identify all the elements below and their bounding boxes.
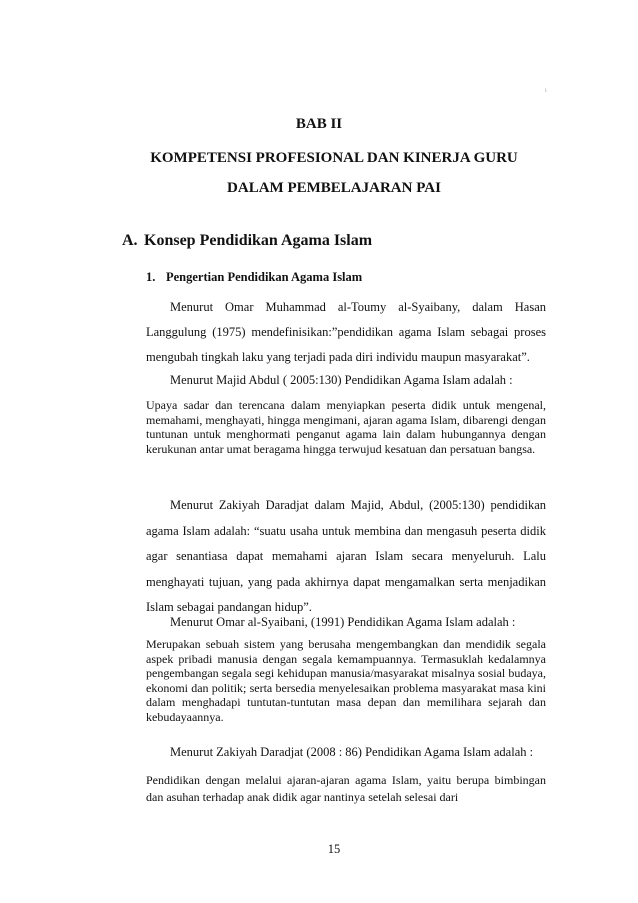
intro-4: Menurut Omar al-Syaibani, (1991) Pendidikan Agama Islam adalah : (170, 615, 516, 629)
chapter-heading: BAB II (295, 116, 343, 132)
section-number: A. (122, 232, 138, 249)
page-number: 15 (327, 842, 341, 856)
chapter-title-line-2: DALAM PEMBELAJARAN PAI (227, 180, 441, 196)
quote-5: Pendidikan dengan melalui ajaran-ajaran agama Islam, yaitu berupa bimbingan dan asuhan terhadap anak didik agar nantinya setelah selesai dari (146, 773, 546, 804)
subsection-heading (146, 270, 362, 285)
subsection-number: 1. (146, 270, 156, 284)
paragraph-3: Menurut Zakiyah Daradjat dalam Majid, Abdul, (2005:130) pendidikan agama Islam adalah: “suatu usaha untuk membina dan mengasuh peserta didik agar senantiasa dapat memahami ajaran Islam secara menyeluruh. Lalu menghayati tujuan, yang pada akhirnya dapat mengamalkan serta menjadikan Islam sebagai pandangan hidup”. (146, 498, 546, 614)
intro-5: Menurut Zakiyah Daradjat (2008 : 86) Pendidikan Agama Islam adalah : (170, 745, 534, 759)
paragraph-1: Menurut Omar Muhammad al-Toumy al-Syaibany, dalam Hasan Langgulung (1975) mendefinisikan:”pendidikan agama Islam sebagai proses mengubah tingkah laku yang terjadi pada diri individu maupun masyarakat”. (146, 300, 546, 364)
quote-2: Upaya sadar dan terencana dalam menyiapkan peserta didik untuk mengenal, memahami, menghayati, hingga mengimani, ajaran agama Islam, dibarengi dengan tuntunan untuk menghormati penganut agama lain dalam hubungannya dengan kerukunan antar umat beragama hingga terwujud kesatuan dan persatuan bangsa. (146, 398, 546, 456)
quote-4: Merupakan sebuah sistem yang berusaha mengembangkan dan mendidik segala aspek pribadi manusia dengan segala kemampuannya. Termasuklah kedalamnya pengembangan segala segi kehidupan manusia/masyarakat misalnya sosial budaya, ekonomi dan politik; serta bersedia menyelesaikan problema masyarakat masa kini dalam menghadapi tuntutan-tuntutan masa depan dan memilihara sejarah dan kebudayaannya. (146, 637, 546, 724)
corner-mark: i (545, 88, 547, 94)
chapter-title-line-1: KOMPETENSI PROFESIONAL DAN KINERJA GURU (150, 150, 518, 166)
intro-2: Menurut Majid Abdul ( 2005:130) Pendidikan Agama Islam adalah : (170, 373, 513, 387)
subsection-title: Pengertian Pendidikan Agama Islam (166, 270, 363, 284)
section-heading (122, 232, 372, 250)
section-title: Konsep Pendidikan Agama Islam (144, 232, 373, 249)
